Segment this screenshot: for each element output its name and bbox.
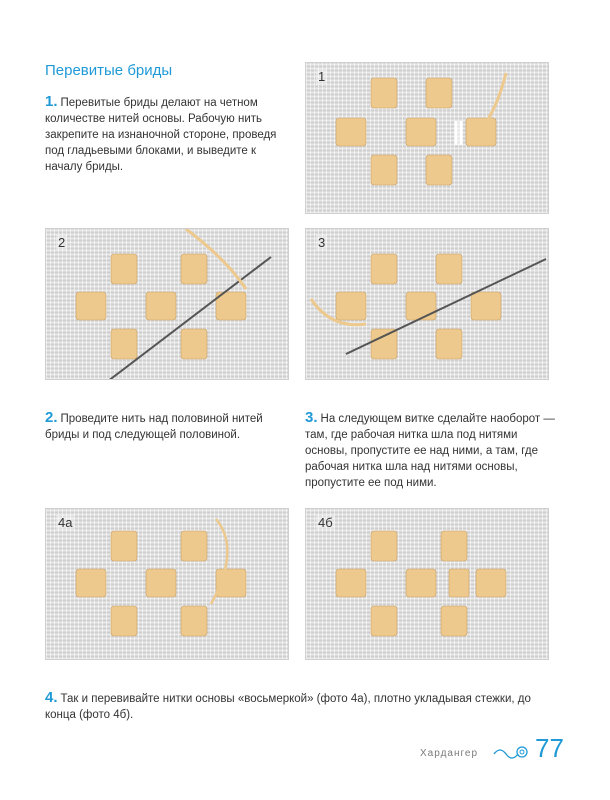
embroidery-illustration xyxy=(306,509,548,659)
step-3-number: 3. xyxy=(305,409,318,426)
photo-label: 2 xyxy=(58,235,66,250)
photo-label: 4а xyxy=(58,515,73,530)
photo-4b xyxy=(305,508,549,660)
embroidery-illustration xyxy=(306,229,548,379)
embroidery-illustration xyxy=(46,229,288,379)
embroidery-illustration xyxy=(306,63,548,213)
page-number: 77 xyxy=(535,733,564,763)
step-2-number: 2. xyxy=(45,409,58,426)
step-1-number: 1. xyxy=(45,93,58,110)
step-4-number: 4. xyxy=(45,689,58,706)
step-4-text xyxy=(45,690,555,723)
photo-2 xyxy=(45,228,289,380)
step-2-text xyxy=(45,410,290,443)
photo-4a xyxy=(45,508,289,660)
embroidery-illustration xyxy=(46,509,288,659)
thread-icon xyxy=(492,742,530,762)
photo-label: 4б xyxy=(318,515,333,530)
step-1-text xyxy=(45,94,290,175)
footer-section-name: Хардангер xyxy=(420,748,479,759)
step-1-body: Перевитые бриды делают на четном количестве нитей основы. Рабочую нить закрепите на изнаночной стороне, проведя под гладьевыми блоками, и выведите к началу бриды. xyxy=(45,97,277,173)
step-2-body: Проведите нить над половиной нитей бриды и под следующей половиной. xyxy=(45,413,263,441)
section-title: Перевитые бриды xyxy=(45,62,173,79)
step-4-body: Так и перевивайте нитки основы «восьмеркой» (фото 4а), плотно укладывая стежки, до конца (фото 4б). xyxy=(45,693,531,721)
photo-1 xyxy=(305,62,549,214)
photo-label: 3 xyxy=(318,235,326,250)
step-3-text xyxy=(305,410,555,491)
photo-3 xyxy=(305,228,549,380)
step-3-body: На следующем витке сделайте наоборот — там, где рабочая нитка шла под нитями основы, пропустите ее над ними, а там, где рабочая нитка шла над нитями основы, пропустите ее под ними. xyxy=(305,413,555,489)
photo-label: 1 xyxy=(318,69,326,84)
